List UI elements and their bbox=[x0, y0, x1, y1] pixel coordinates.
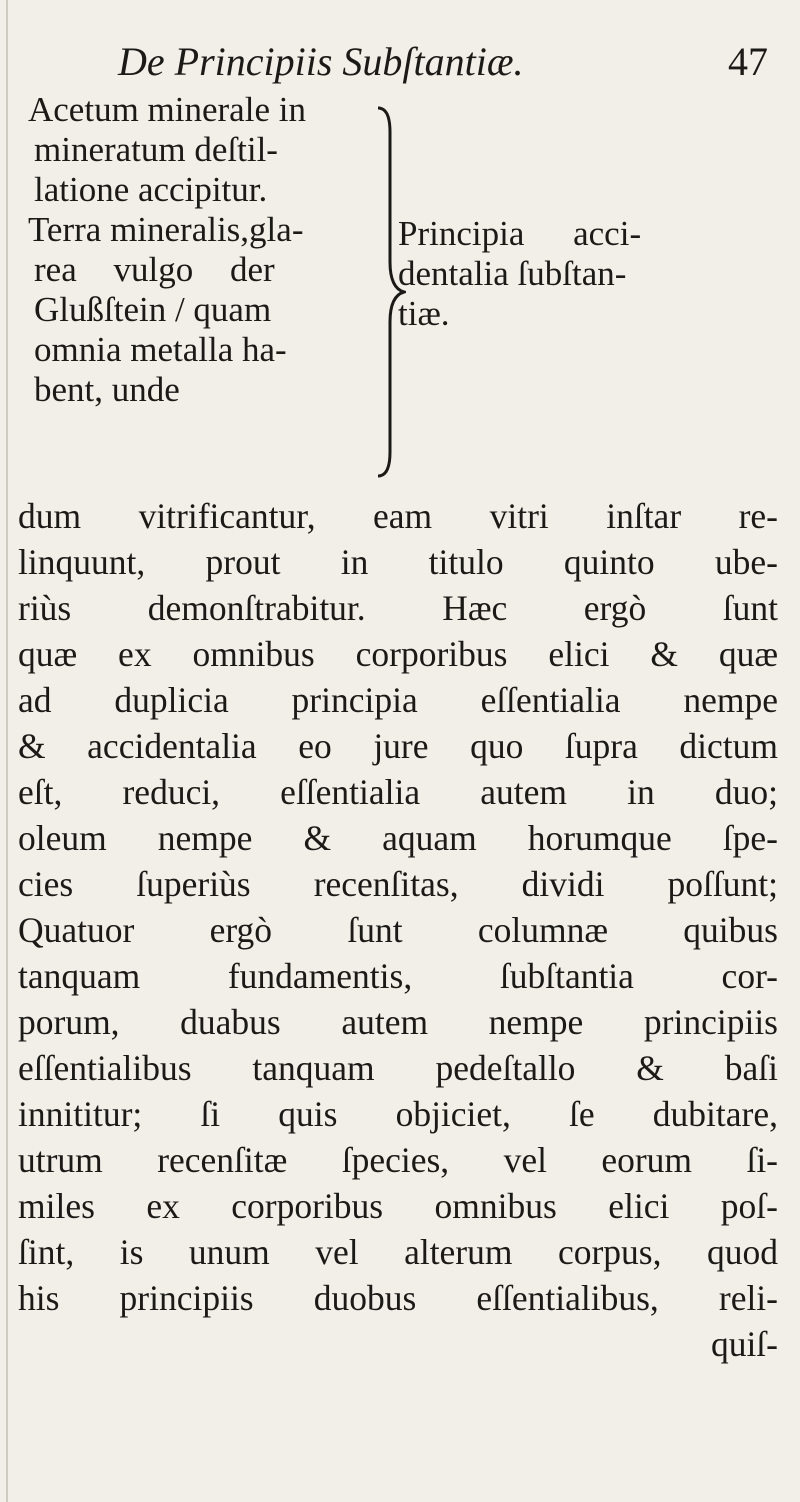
body-line: tanquam fundamentis, ſubſtantia cor- bbox=[18, 956, 778, 996]
page-header bbox=[118, 38, 768, 88]
body-line: oleum nempe & aquam horumque ſpe- bbox=[18, 818, 778, 858]
text-line: omnia metalla ha- bbox=[34, 330, 287, 369]
body-line: eſſentialibus tanquam pedeſtallo & baſi bbox=[18, 1048, 778, 1088]
running-title: De Principiis Subſtantiæ. bbox=[118, 39, 524, 84]
text-line: latione accipitur. bbox=[34, 170, 268, 209]
text-line: Acetum minerale in bbox=[28, 90, 306, 129]
text-line: bent, unde bbox=[34, 370, 180, 409]
side-note-line: dentalia ſubſtan- bbox=[398, 254, 627, 293]
body-text bbox=[18, 493, 778, 1367]
side-note-line: Principia acci- bbox=[398, 214, 642, 253]
text-line: Terra mineralis,gla- bbox=[28, 210, 304, 249]
body-line: miles ex corporibus omnibus elici poſ- bbox=[18, 1186, 778, 1226]
body-line: & accidentalia eo jure quo ſupra dictum bbox=[18, 726, 778, 766]
body-line: innititur; ſi quis objiciet, ſe dubitare, bbox=[18, 1094, 778, 1134]
text-line: Glußſtein / quam bbox=[34, 290, 272, 329]
body-line: linquunt, prout in titulo quinto ube- bbox=[18, 542, 778, 582]
side-note bbox=[398, 214, 770, 334]
body-line: Quatuor ergò ſunt columnæ quibus bbox=[18, 910, 778, 950]
body-line: ad duplicia principia eſſentialia nempe bbox=[18, 680, 778, 720]
page-number: 47 bbox=[728, 39, 768, 84]
page-edge bbox=[6, 0, 8, 1502]
body-line: his principiis duobus eſſentialibus, reli- bbox=[18, 1278, 778, 1318]
body-line: ſint, is unum vel alterum corpus, quod bbox=[18, 1232, 778, 1272]
body-line: porum, duabus autem nempe principiis bbox=[18, 1002, 778, 1042]
side-note-line: tiæ. bbox=[398, 294, 450, 333]
catchword: quiſ- bbox=[710, 1324, 778, 1364]
text-line: mineratum deſtil- bbox=[34, 130, 278, 169]
body-line: dum vitrificantur, eam vitri inſtar re- bbox=[18, 496, 778, 536]
body-line: riùs demonſtrabitur. Hæc ergò ſunt bbox=[18, 588, 778, 628]
left-column-text bbox=[28, 90, 388, 410]
body-line: cies ſuperiùs recenſitas, dividi poſſunt; bbox=[18, 864, 778, 904]
body-line: utrum recenſitæ ſpecies, vel eorum ſi- bbox=[18, 1140, 778, 1180]
text-line: rea vulgo der bbox=[34, 250, 275, 289]
body-line: eſt, reduci, eſſentialia autem in duo; bbox=[18, 772, 778, 812]
body-line: quæ ex omnibus corporibus elici & quæ bbox=[18, 634, 778, 674]
